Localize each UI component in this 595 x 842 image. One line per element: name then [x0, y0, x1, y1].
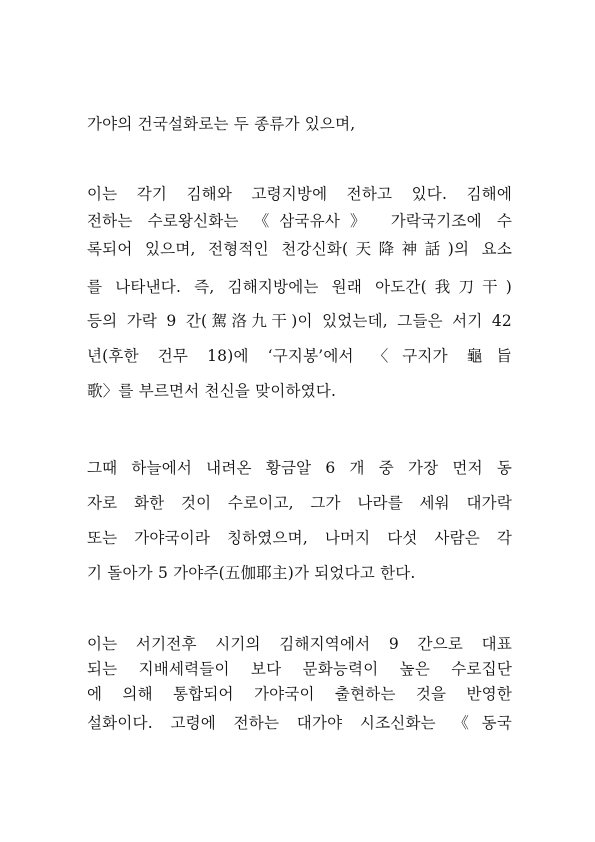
paragraph-3-line-4: 기 돌아가 5 가야주(五伽耶主)가 되었다고 한다.	[87, 564, 416, 582]
paragraph-2-line-4: 를 나타낸다. 즉, 김해지방에는 원래 아도간(我刀干)	[87, 278, 512, 296]
paragraph-2-line-5: 등의 가락 9 간(駕洛九干)이 있었는데, 그들은 서기 42	[87, 312, 512, 330]
paragraph-3-line-3: 또는 가야국이라 칭하였으며, 나머지 다섯 사람은 각	[87, 529, 512, 547]
paragraph-4-line-2: 되는 지배세력들이 보다 문화능력이 높은 수로집단	[87, 660, 512, 678]
paragraph-2-line-2: 전하는 수로왕신화는 《삼국유사》 가락국기조에 수	[87, 212, 512, 230]
paragraph-2-line-3: 록되어 있으며, 전형적인 천강신화(天降神話)의 요소	[87, 240, 512, 258]
paragraph-3-line-2: 자로 화한 것이 수로이고, 그가 나라를 세워 대가락	[87, 494, 512, 512]
paragraph-3-line-1: 그때 하늘에서 내려온 황금알 6 개 중 가장 먼저 동	[87, 459, 512, 477]
paragraph-4-line-3: 에 의해 통합되어 가야국이 출현하는 것을 반영한	[87, 685, 512, 703]
paragraph-2-line-1: 이는 각기 김해와 고령지방에 전하고 있다. 김해에	[87, 185, 512, 203]
paragraph-2-line-6: 년(후한 건무 18)에 ‘구지봉’에서 〈구지가 龜旨	[87, 347, 512, 365]
paragraph-4-line-4: 설화이다. 고령에 전하는 대가야 시조신화는 《동국	[87, 714, 512, 732]
paragraph-2-line-7: 歌〉를 부르면서 천신을 맞이하였다.	[87, 382, 337, 400]
paragraph-4-line-1: 이는 서기전후 시기의 김해지역에서 9 간으로 대표	[87, 635, 512, 653]
paragraph-1-line-1: 가야의 건국설화로는 두 종류가 있으며,	[87, 115, 356, 133]
